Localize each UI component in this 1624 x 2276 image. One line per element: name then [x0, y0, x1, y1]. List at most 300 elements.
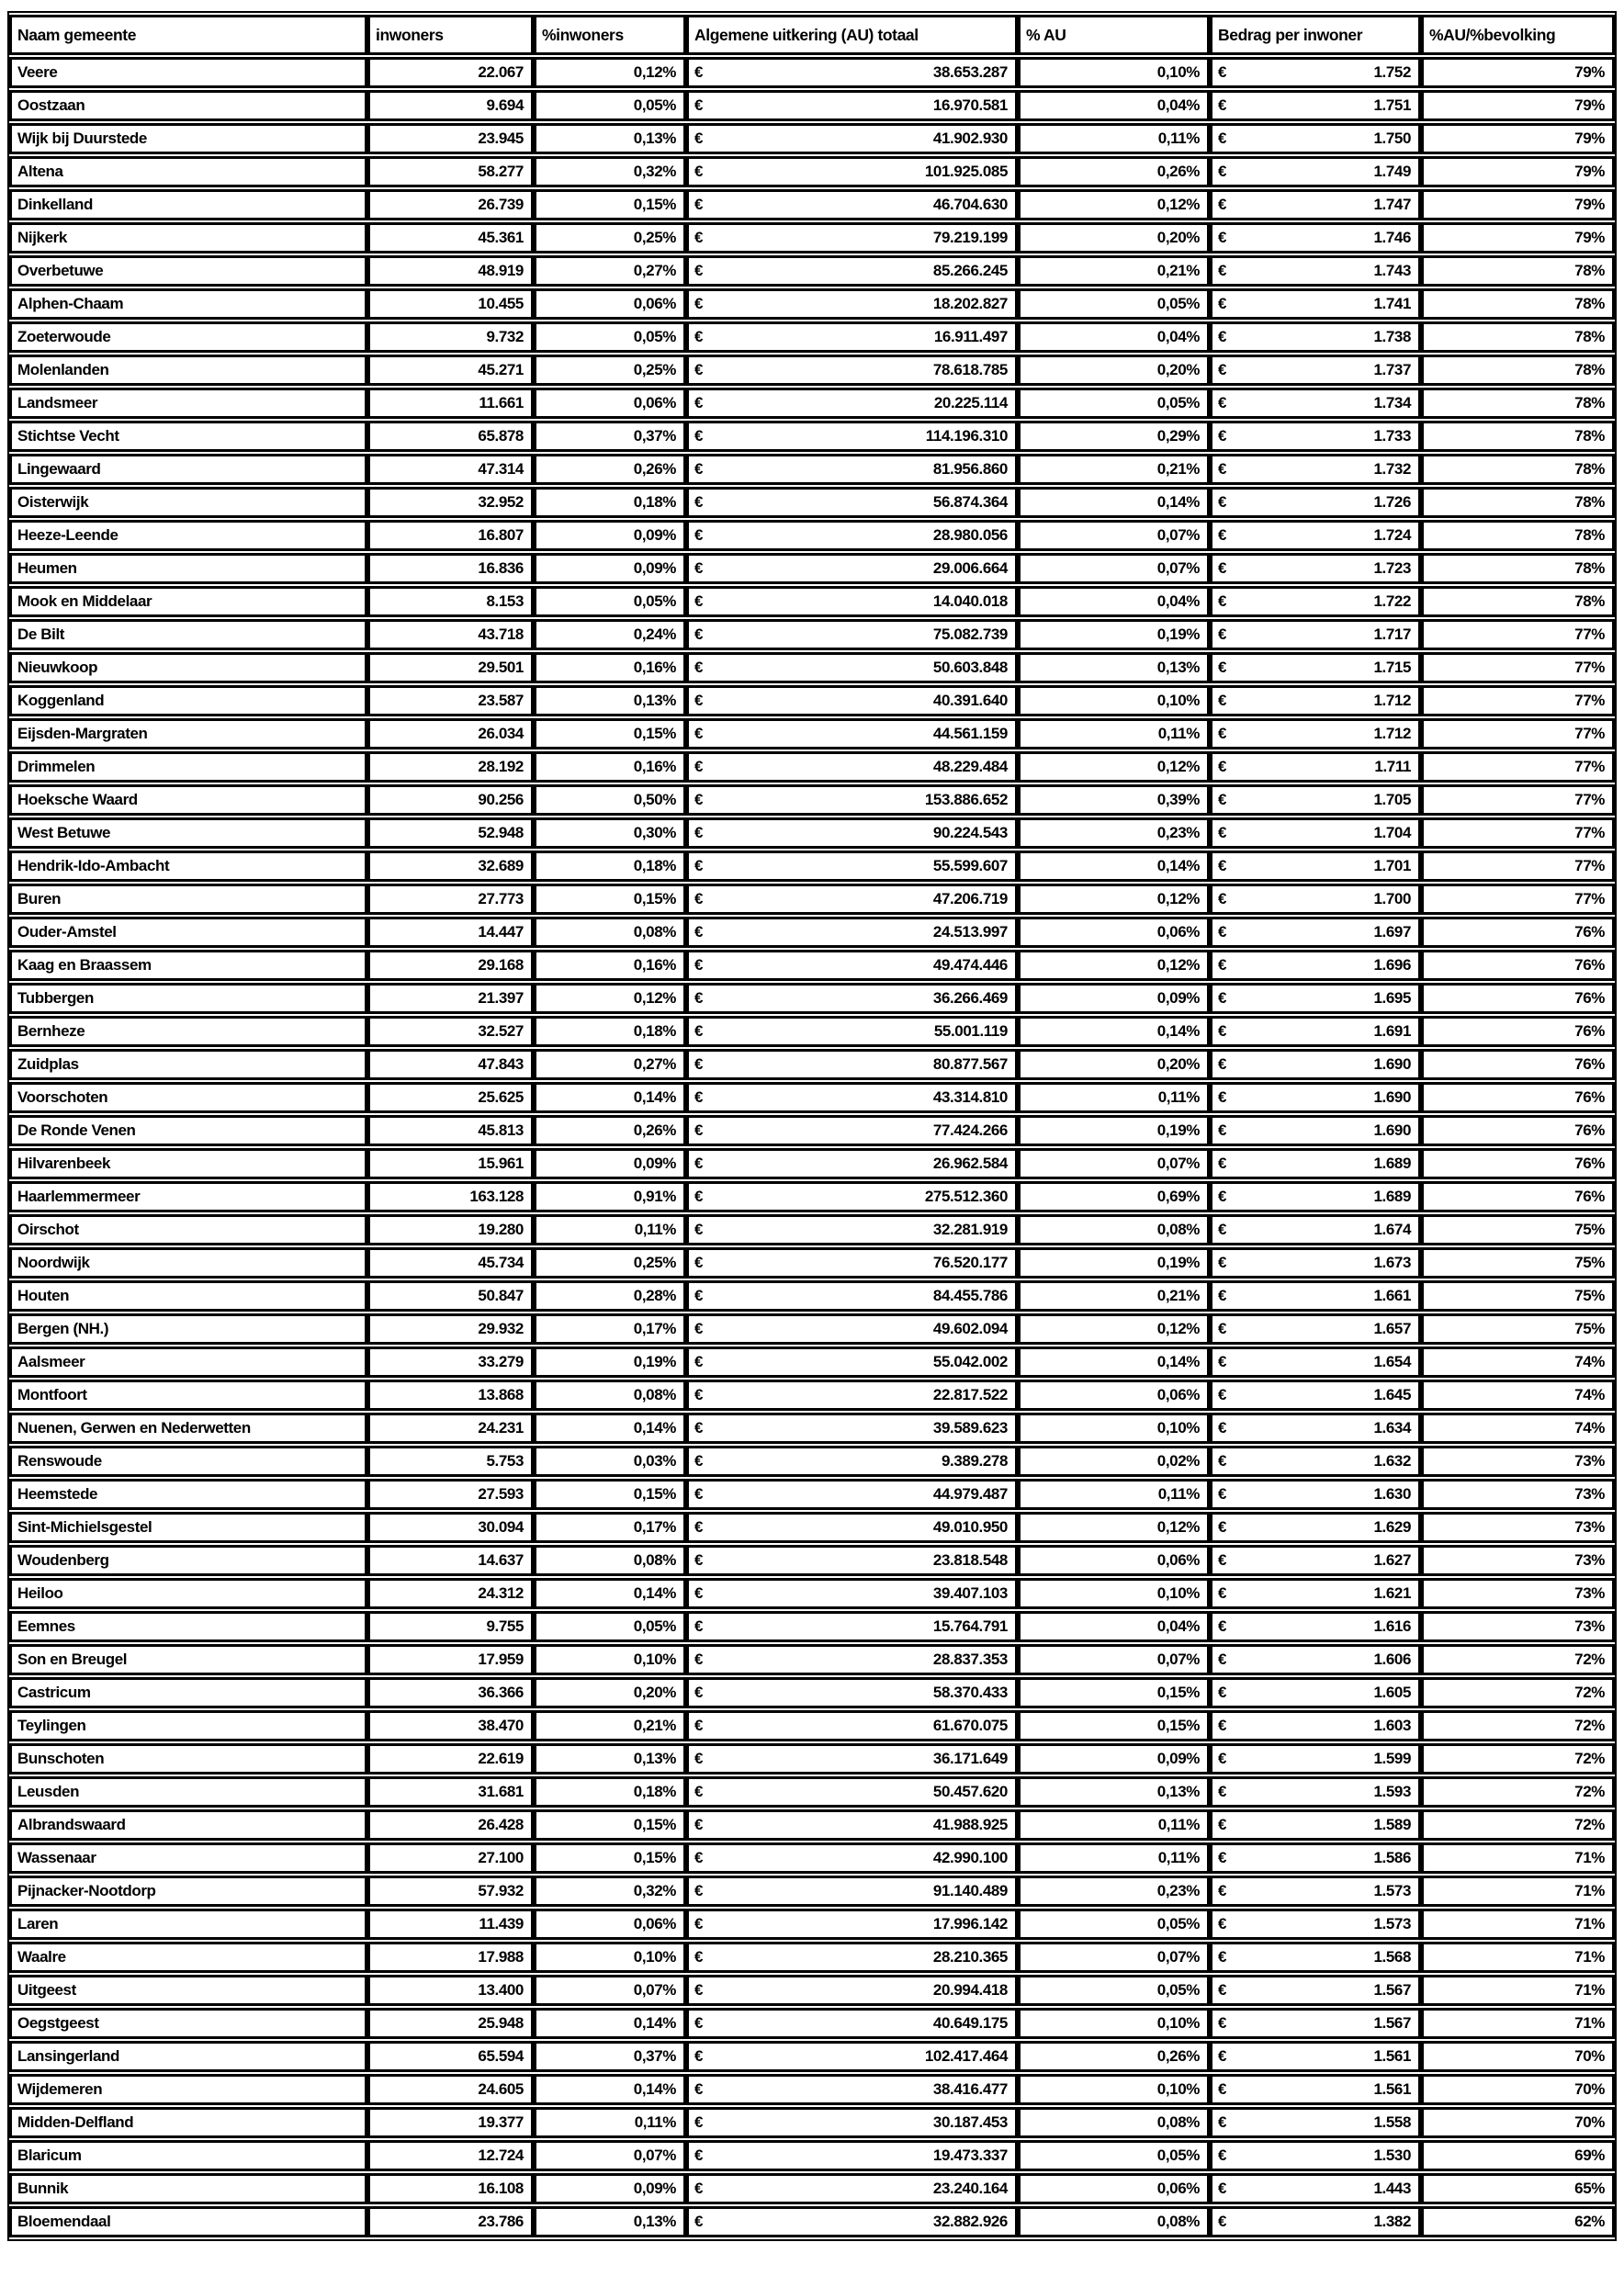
- euro-symbol: €: [1218, 824, 1227, 841]
- cell-au-totaal: [686, 1644, 1018, 1675]
- au-totaal-amount: 9.389.278: [941, 1452, 1008, 1470]
- cell-inwoners: 52.948: [367, 817, 534, 849]
- table-row: [9, 1545, 1615, 1576]
- au-totaal-amount: 32.882.926: [932, 2213, 1008, 2230]
- au-totaal-amount: 101.925.085: [924, 163, 1008, 180]
- cell-bedrag-per-inwoner: [1210, 222, 1421, 254]
- euro-symbol: €: [1218, 1088, 1227, 1106]
- cell-pct-au: 0,11%: [1018, 1842, 1210, 1874]
- bedrag-per-inwoner-amount: 1.573: [1373, 1915, 1411, 1932]
- cell-au-totaal: [686, 2173, 1018, 2204]
- table-row: [9, 2140, 1615, 2171]
- euro-symbol: €: [1218, 692, 1227, 709]
- cell-naam-gemeente: Oostzaan: [9, 90, 367, 121]
- table-row: [9, 421, 1615, 452]
- euro-symbol: €: [694, 1783, 704, 1800]
- table-row: [9, 1148, 1615, 1179]
- cell-inwoners: 23.587: [367, 685, 534, 716]
- cell-bedrag-per-inwoner: [1210, 1842, 1421, 1874]
- cell-inwoners: 30.094: [367, 1512, 534, 1543]
- bedrag-per-inwoner-amount: 1.567: [1373, 1981, 1411, 1999]
- cell-pct-au-pct-bevolking: 77%: [1421, 619, 1615, 650]
- cell-pct-au: 0,13%: [1018, 1776, 1210, 1808]
- euro-symbol: €: [694, 1221, 704, 1238]
- bedrag-per-inwoner-amount: 1.593: [1373, 1783, 1411, 1800]
- cell-pct-inwoners: 0,28%: [534, 1280, 686, 1312]
- euro-symbol: €: [1218, 2213, 1227, 2230]
- cell-au-totaal: [686, 2041, 1018, 2072]
- table-row: [9, 619, 1615, 650]
- cell-naam-gemeente: Alphen-Chaam: [9, 288, 367, 320]
- col-header-naam-gemeente: Naam gemeente: [9, 15, 367, 55]
- cell-pct-inwoners: 0,07%: [534, 2140, 686, 2171]
- cell-pct-au: 0,13%: [1018, 652, 1210, 683]
- cell-naam-gemeente: Zoeterwoude: [9, 321, 367, 353]
- cell-naam-gemeente: Pijnacker-Nootdorp: [9, 1876, 367, 1907]
- cell-inwoners: 43.718: [367, 619, 534, 650]
- cell-pct-inwoners: 0,37%: [534, 421, 686, 452]
- euro-symbol: €: [694, 427, 704, 445]
- euro-symbol: €: [1218, 460, 1227, 478]
- euro-symbol: €: [694, 1452, 704, 1470]
- bedrag-per-inwoner-amount: 1.723: [1373, 559, 1411, 577]
- cell-pct-au-pct-bevolking: 78%: [1421, 454, 1615, 485]
- table-row: [9, 1115, 1615, 1146]
- cell-bedrag-per-inwoner: [1210, 1082, 1421, 1113]
- cell-pct-au-pct-bevolking: 72%: [1421, 1776, 1615, 1808]
- cell-bedrag-per-inwoner: [1210, 57, 1421, 88]
- cell-pct-au-pct-bevolking: 76%: [1421, 1016, 1615, 1047]
- cell-au-totaal: [686, 586, 1018, 617]
- cell-bedrag-per-inwoner: [1210, 1975, 1421, 2006]
- cell-pct-au: 0,04%: [1018, 586, 1210, 617]
- cell-au-totaal: [686, 1776, 1018, 1808]
- cell-inwoners: 57.932: [367, 1876, 534, 1907]
- cell-bedrag-per-inwoner: [1210, 123, 1421, 154]
- cell-inwoners: 45.734: [367, 1247, 534, 1279]
- cell-pct-inwoners: 0,05%: [534, 586, 686, 617]
- bedrag-per-inwoner-amount: 1.701: [1373, 857, 1411, 874]
- cell-bedrag-per-inwoner: [1210, 1148, 1421, 1179]
- euro-symbol: €: [1218, 328, 1227, 345]
- cell-naam-gemeente: Hilvarenbeek: [9, 1148, 367, 1179]
- euro-symbol: €: [694, 130, 704, 147]
- cell-bedrag-per-inwoner: [1210, 553, 1421, 584]
- au-totaal-amount: 153.886.652: [924, 791, 1008, 808]
- cell-naam-gemeente: Bernheze: [9, 1016, 367, 1047]
- cell-au-totaal: [686, 950, 1018, 981]
- cell-pct-inwoners: 0,16%: [534, 751, 686, 783]
- cell-pct-inwoners: 0,15%: [534, 718, 686, 749]
- euro-symbol: €: [1218, 1055, 1227, 1073]
- bedrag-per-inwoner-amount: 1.674: [1373, 1221, 1411, 1238]
- table-row: [9, 487, 1615, 518]
- euro-symbol: €: [1218, 427, 1227, 445]
- cell-naam-gemeente: Eemnes: [9, 1611, 367, 1642]
- cell-bedrag-per-inwoner: [1210, 1380, 1421, 1411]
- cell-pct-au: 0,12%: [1018, 751, 1210, 783]
- bedrag-per-inwoner-amount: 1.712: [1373, 692, 1411, 709]
- cell-pct-au: 0,05%: [1018, 2140, 1210, 2171]
- cell-pct-au-pct-bevolking: 69%: [1421, 2140, 1615, 2171]
- bedrag-per-inwoner-amount: 1.690: [1373, 1055, 1411, 1073]
- euro-symbol: €: [694, 1717, 704, 1734]
- cell-naam-gemeente: Tubbergen: [9, 983, 367, 1014]
- au-totaal-amount: 50.603.848: [932, 659, 1008, 676]
- au-totaal-amount: 55.042.002: [932, 1353, 1008, 1370]
- table-row: [9, 1644, 1615, 1675]
- table-row: [9, 520, 1615, 551]
- au-totaal-amount: 76.520.177: [932, 1254, 1008, 1271]
- cell-naam-gemeente: Bergen (NH.): [9, 1313, 367, 1345]
- cell-au-totaal: [686, 817, 1018, 849]
- euro-symbol: €: [1218, 1287, 1227, 1304]
- cell-au-totaal: [686, 123, 1018, 154]
- cell-naam-gemeente: Hendrik-Ido-Ambacht: [9, 851, 367, 882]
- cell-pct-au-pct-bevolking: 79%: [1421, 222, 1615, 254]
- cell-inwoners: 32.689: [367, 851, 534, 882]
- euro-symbol: €: [1218, 758, 1227, 775]
- cell-au-totaal: [686, 1512, 1018, 1543]
- au-totaal-amount: 44.979.487: [932, 1485, 1008, 1503]
- cell-inwoners: 29.932: [367, 1313, 534, 1345]
- euro-symbol: €: [1218, 1981, 1227, 1999]
- au-totaal-amount: 56.874.364: [932, 493, 1008, 511]
- euro-symbol: €: [694, 1684, 704, 1701]
- cell-naam-gemeente: Bunnik: [9, 2173, 367, 2204]
- cell-pct-inwoners: 0,08%: [534, 917, 686, 948]
- euro-symbol: €: [1218, 1485, 1227, 1503]
- cell-naam-gemeente: Bunschoten: [9, 1743, 367, 1775]
- table-row: [9, 817, 1615, 849]
- cell-bedrag-per-inwoner: [1210, 751, 1421, 783]
- table-row: [9, 983, 1615, 1014]
- cell-naam-gemeente: Son en Breugel: [9, 1644, 367, 1675]
- cell-naam-gemeente: Veere: [9, 57, 367, 88]
- bedrag-per-inwoner-amount: 1.589: [1373, 1816, 1411, 1833]
- cell-au-totaal: [686, 1413, 1018, 1444]
- cell-pct-inwoners: 0,13%: [534, 123, 686, 154]
- cell-pct-au-pct-bevolking: 62%: [1421, 2206, 1615, 2237]
- cell-bedrag-per-inwoner: [1210, 90, 1421, 121]
- bedrag-per-inwoner-amount: 1.689: [1373, 1155, 1411, 1172]
- cell-pct-au: 0,04%: [1018, 90, 1210, 121]
- table-row: [9, 90, 1615, 121]
- euro-symbol: €: [694, 857, 704, 874]
- cell-inwoners: 45.361: [367, 222, 534, 254]
- au-totaal-amount: 49.010.950: [932, 1518, 1008, 1536]
- euro-symbol: €: [694, 923, 704, 941]
- table-row: [9, 652, 1615, 683]
- cell-inwoners: 10.455: [367, 288, 534, 320]
- cell-bedrag-per-inwoner: [1210, 1446, 1421, 1477]
- col-header-inwoners: inwoners: [367, 15, 534, 55]
- cell-pct-inwoners: 0,08%: [534, 1380, 686, 1411]
- euro-symbol: €: [694, 460, 704, 478]
- cell-pct-inwoners: 0,37%: [534, 2041, 686, 2072]
- cell-pct-au: 0,08%: [1018, 2206, 1210, 2237]
- cell-pct-inwoners: 0,26%: [534, 454, 686, 485]
- cell-pct-inwoners: 0,17%: [534, 1512, 686, 1543]
- cell-bedrag-per-inwoner: [1210, 1313, 1421, 1345]
- table-row: [9, 1776, 1615, 1808]
- au-totaal-amount: 61.670.075: [932, 1717, 1008, 1734]
- table-row: [9, 1909, 1615, 1940]
- table-row: [9, 1049, 1615, 1080]
- cell-bedrag-per-inwoner: [1210, 454, 1421, 485]
- bedrag-per-inwoner-amount: 1.573: [1373, 1882, 1411, 1899]
- cell-inwoners: 24.231: [367, 1413, 534, 1444]
- table-row: [9, 784, 1615, 816]
- euro-symbol: €: [1218, 394, 1227, 411]
- cell-pct-au-pct-bevolking: 71%: [1421, 1942, 1615, 1973]
- bedrag-per-inwoner-amount: 1.654: [1373, 1353, 1411, 1370]
- table-row: [9, 1942, 1615, 1973]
- cell-bedrag-per-inwoner: [1210, 1545, 1421, 1576]
- cell-inwoners: 27.100: [367, 1842, 534, 1874]
- cell-pct-au: 0,06%: [1018, 917, 1210, 948]
- euro-symbol: €: [1218, 1849, 1227, 1866]
- au-totaal-amount: 36.171.649: [932, 1750, 1008, 1767]
- cell-naam-gemeente: West Betuwe: [9, 817, 367, 849]
- bedrag-per-inwoner-amount: 1.704: [1373, 824, 1411, 841]
- col-header-pct-au: % AU: [1018, 15, 1210, 55]
- table-row: [9, 950, 1615, 981]
- cell-bedrag-per-inwoner: [1210, 1346, 1421, 1378]
- cell-au-totaal: [686, 1710, 1018, 1741]
- cell-pct-au-pct-bevolking: 78%: [1421, 553, 1615, 584]
- cell-bedrag-per-inwoner: [1210, 2041, 1421, 2072]
- cell-inwoners: 24.605: [367, 2074, 534, 2105]
- cell-au-totaal: [686, 685, 1018, 716]
- cell-pct-au: 0,11%: [1018, 1809, 1210, 1841]
- cell-bedrag-per-inwoner: [1210, 1578, 1421, 1609]
- cell-au-totaal: [686, 1148, 1018, 1179]
- cell-pct-au-pct-bevolking: 65%: [1421, 2173, 1615, 2204]
- bedrag-per-inwoner-amount: 1.717: [1373, 625, 1411, 643]
- euro-symbol: €: [1218, 1783, 1227, 1800]
- cell-pct-au: 0,07%: [1018, 1644, 1210, 1675]
- euro-symbol: €: [694, 2080, 704, 2098]
- cell-pct-inwoners: 0,15%: [534, 189, 686, 220]
- table-row: [9, 718, 1615, 749]
- euro-symbol: €: [1218, 493, 1227, 511]
- cell-pct-au: 0,07%: [1018, 1148, 1210, 1179]
- cell-naam-gemeente: Woudenberg: [9, 1545, 367, 1576]
- au-totaal-amount: 22.817.522: [932, 1386, 1008, 1403]
- bedrag-per-inwoner-amount: 1.695: [1373, 989, 1411, 1007]
- euro-symbol: €: [1218, 63, 1227, 81]
- cell-naam-gemeente: Midden-Delfland: [9, 2107, 367, 2138]
- bedrag-per-inwoner-amount: 1.558: [1373, 2113, 1411, 2131]
- cell-pct-au-pct-bevolking: 77%: [1421, 685, 1615, 716]
- cell-pct-au-pct-bevolking: 72%: [1421, 1743, 1615, 1775]
- cell-bedrag-per-inwoner: [1210, 1214, 1421, 1245]
- cell-pct-au: 0,08%: [1018, 1214, 1210, 1245]
- cell-bedrag-per-inwoner: [1210, 388, 1421, 419]
- euro-symbol: €: [694, 295, 704, 312]
- cell-bedrag-per-inwoner: [1210, 817, 1421, 849]
- cell-au-totaal: [686, 553, 1018, 584]
- cell-pct-inwoners: 0,03%: [534, 1446, 686, 1477]
- cell-pct-au: 0,10%: [1018, 1578, 1210, 1609]
- cell-pct-au: 0,26%: [1018, 156, 1210, 187]
- cell-pct-au: 0,10%: [1018, 1413, 1210, 1444]
- cell-pct-inwoners: 0,09%: [534, 553, 686, 584]
- cell-inwoners: 15.961: [367, 1148, 534, 1179]
- au-totaal-amount: 18.202.827: [932, 295, 1008, 312]
- table-row: [9, 1512, 1615, 1543]
- cell-au-totaal: [686, 156, 1018, 187]
- euro-symbol: €: [1218, 2080, 1227, 2098]
- au-totaal-amount: 49.474.446: [932, 956, 1008, 974]
- cell-pct-au-pct-bevolking: 77%: [1421, 718, 1615, 749]
- cell-au-totaal: [686, 2074, 1018, 2105]
- cell-inwoners: 90.256: [367, 784, 534, 816]
- col-header-bedrag-per-inwoner: Bedrag per inwoner: [1210, 15, 1421, 55]
- cell-au-totaal: [686, 751, 1018, 783]
- cell-naam-gemeente: De Ronde Venen: [9, 1115, 367, 1146]
- cell-pct-au: 0,11%: [1018, 718, 1210, 749]
- cell-pct-inwoners: 0,09%: [534, 520, 686, 551]
- cell-naam-gemeente: Nuenen, Gerwen en Nederwetten: [9, 1413, 367, 1444]
- euro-symbol: €: [1218, 1452, 1227, 1470]
- bedrag-per-inwoner-amount: 1.741: [1373, 295, 1411, 312]
- euro-symbol: €: [1218, 1816, 1227, 1833]
- cell-inwoners: 21.397: [367, 983, 534, 1014]
- cell-au-totaal: [686, 1446, 1018, 1477]
- cell-pct-au-pct-bevolking: 78%: [1421, 388, 1615, 419]
- euro-symbol: €: [694, 1617, 704, 1635]
- cell-pct-au-pct-bevolking: 77%: [1421, 851, 1615, 882]
- euro-symbol: €: [1218, 2014, 1227, 2032]
- cell-au-totaal: [686, 884, 1018, 915]
- cell-pct-au-pct-bevolking: 79%: [1421, 156, 1615, 187]
- euro-symbol: €: [694, 394, 704, 411]
- euro-symbol: €: [694, 1088, 704, 1106]
- table-row: [9, 1710, 1615, 1741]
- cell-inwoners: 31.681: [367, 1776, 534, 1808]
- cell-au-totaal: [686, 454, 1018, 485]
- cell-inwoners: 26.034: [367, 718, 534, 749]
- au-totaal-amount: 24.513.997: [932, 923, 1008, 941]
- euro-symbol: €: [694, 1121, 704, 1139]
- cell-au-totaal: [686, 1611, 1018, 1642]
- cell-bedrag-per-inwoner: [1210, 1115, 1421, 1146]
- cell-au-totaal: [686, 1313, 1018, 1345]
- euro-symbol: €: [694, 1882, 704, 1899]
- cell-naam-gemeente: Aalsmeer: [9, 1346, 367, 1378]
- bedrag-per-inwoner-amount: 1.738: [1373, 328, 1411, 345]
- cell-pct-inwoners: 0,18%: [534, 487, 686, 518]
- bedrag-per-inwoner-amount: 1.689: [1373, 1188, 1411, 1205]
- bedrag-per-inwoner-amount: 1.586: [1373, 1849, 1411, 1866]
- cell-naam-gemeente: Albrandswaard: [9, 1809, 367, 1841]
- au-totaal-amount: 49.602.094: [932, 1320, 1008, 1337]
- table-row: [9, 156, 1615, 187]
- bedrag-per-inwoner-amount: 1.657: [1373, 1320, 1411, 1337]
- cell-au-totaal: [686, 1082, 1018, 1113]
- cell-au-totaal: [686, 1346, 1018, 1378]
- bedrag-per-inwoner-amount: 1.634: [1373, 1419, 1411, 1437]
- cell-pct-au: 0,21%: [1018, 454, 1210, 485]
- au-totaal-amount: 114.196.310: [925, 427, 1008, 445]
- cell-au-totaal: [686, 321, 1018, 353]
- cell-bedrag-per-inwoner: [1210, 421, 1421, 452]
- cell-au-totaal: [686, 2206, 1018, 2237]
- cell-pct-au-pct-bevolking: 74%: [1421, 1413, 1615, 1444]
- cell-pct-inwoners: 0,26%: [534, 1115, 686, 1146]
- cell-bedrag-per-inwoner: [1210, 1876, 1421, 1907]
- bedrag-per-inwoner-amount: 1.605: [1373, 1684, 1411, 1701]
- cell-pct-au: 0,21%: [1018, 1280, 1210, 1312]
- cell-pct-au: 0,12%: [1018, 950, 1210, 981]
- au-totaal-amount: 14.040.018: [932, 592, 1008, 610]
- cell-bedrag-per-inwoner: [1210, 487, 1421, 518]
- cell-pct-inwoners: 0,13%: [534, 2206, 686, 2237]
- table-row: [9, 586, 1615, 617]
- cell-naam-gemeente: Lingewaard: [9, 454, 367, 485]
- cell-bedrag-per-inwoner: [1210, 1776, 1421, 1808]
- cell-inwoners: 25.948: [367, 2008, 534, 2039]
- cell-pct-au: 0,05%: [1018, 1909, 1210, 1940]
- bedrag-per-inwoner-amount: 1.722: [1373, 592, 1411, 610]
- table-row: [9, 255, 1615, 287]
- au-totaal-amount: 20.225.114: [933, 394, 1008, 411]
- cell-pct-inwoners: 0,11%: [534, 1214, 686, 1245]
- cell-pct-au-pct-bevolking: 79%: [1421, 189, 1615, 220]
- cell-pct-au-pct-bevolking: 73%: [1421, 1611, 1615, 1642]
- au-totaal-amount: 42.990.100: [932, 1849, 1008, 1866]
- cell-naam-gemeente: Stichtse Vecht: [9, 421, 367, 452]
- table-row: [9, 1842, 1615, 1874]
- cell-bedrag-per-inwoner: [1210, 255, 1421, 287]
- au-totaal-amount: 40.649.175: [932, 2014, 1008, 2032]
- euro-symbol: €: [694, 1518, 704, 1536]
- cell-pct-au-pct-bevolking: 73%: [1421, 1512, 1615, 1543]
- cell-bedrag-per-inwoner: [1210, 950, 1421, 981]
- cell-naam-gemeente: Renswoude: [9, 1446, 367, 1477]
- cell-naam-gemeente: Heumen: [9, 553, 367, 584]
- euro-symbol: €: [1218, 1584, 1227, 1602]
- cell-pct-au: 0,19%: [1018, 619, 1210, 650]
- euro-symbol: €: [1218, 890, 1227, 907]
- cell-naam-gemeente: Lansingerland: [9, 2041, 367, 2072]
- cell-bedrag-per-inwoner: [1210, 1809, 1421, 1841]
- cell-naam-gemeente: Houten: [9, 1280, 367, 1312]
- au-totaal-amount: 39.589.623: [932, 1419, 1008, 1437]
- col-header-au-totaal: Algemene uitkering (AU) totaal: [686, 15, 1018, 55]
- table-row: [9, 917, 1615, 948]
- cell-au-totaal: [686, 487, 1018, 518]
- cell-au-totaal: [686, 2140, 1018, 2171]
- cell-pct-au: 0,04%: [1018, 1611, 1210, 1642]
- euro-symbol: €: [694, 791, 704, 808]
- bedrag-per-inwoner-amount: 1.700: [1373, 890, 1411, 907]
- cell-au-totaal: [686, 1545, 1018, 1576]
- euro-symbol: €: [1218, 1882, 1227, 1899]
- bedrag-per-inwoner-amount: 1.712: [1373, 725, 1411, 742]
- cell-inwoners: 45.271: [367, 355, 534, 386]
- cell-inwoners: 14.637: [367, 1545, 534, 1576]
- cell-pct-au-pct-bevolking: 76%: [1421, 983, 1615, 1014]
- euro-symbol: €: [1218, 989, 1227, 1007]
- cell-pct-au: 0,23%: [1018, 817, 1210, 849]
- cell-bedrag-per-inwoner: [1210, 652, 1421, 683]
- au-totaal-amount: 44.561.159: [932, 725, 1008, 742]
- cell-pct-au-pct-bevolking: 77%: [1421, 784, 1615, 816]
- cell-naam-gemeente: Heemstede: [9, 1479, 367, 1510]
